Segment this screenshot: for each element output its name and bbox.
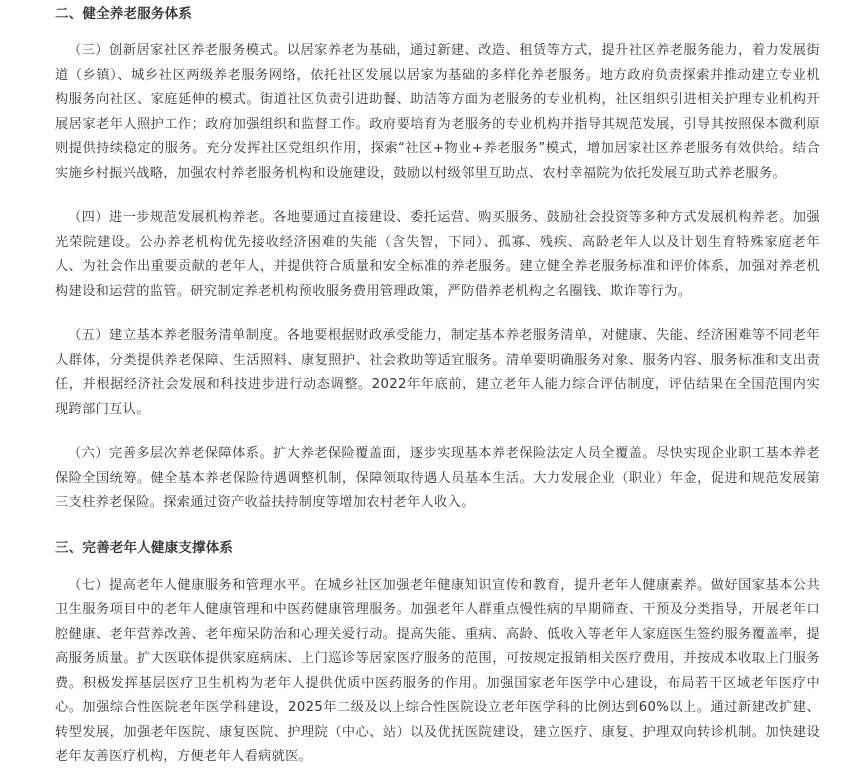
paragraph-item-5: （五）建立基本养老服务清单制度。各地要根据财政承受能力，制定基本养老服务清单，对健康、失能、经济困难等不同老年人群体，分类提供养老保障、生活照料、康复照护、社会救助等适宜服务。清单要明确服务对象、服务内容、服务标准和支出责任，并根据经济社会发展和科技进步进行动态调整。2022年年底前，建立老年人能力综合评估制度，评估结果在全国范围内实现跨部门互认。 xyxy=(55,328,820,417)
paragraph-item-6: （六）完善多层次养老保障体系。扩大养老保险覆盖面，逐步实现基本养老保险法定人员全覆盖。尽快实现企业职工基本养老保险全国统筹。健全基本养老保险待遇调整机制，保障领取待遇人员基本生活。大力发展企业（职业）年金，促进和规范发展第三支柱养老保险。探索通过资产收益扶持制度等增加农村老年人收入。 xyxy=(55,446,820,510)
section-heading-elderly-service-system: 二、健全养老服务体系 xyxy=(55,6,192,22)
section-heading-health-support-system: 三、完善老年人健康支撑体系 xyxy=(55,539,234,556)
paragraph-item-3: （三）创新居家社区养老服务模式。以居家养老为基础，通过新建、改造、租赁等方式，提升社区养老服务能力，着力发展街道（乡镇）、城乡社区两级养老服务网络，依托社区发展以居家为基础的多样化养老服务。地方政府负责探索并推动建立专业机构服务向社区、家庭延伸的模式。街道社区负责引进助餐、助洁等方面为老服务的专业机构，社区组织引进相关护理专业机构开展居家老年人照护工作；政府加强组织和监督工作。政府要培育为老服务的专业机构并指导其规范发展，引导其按照保本微利原则提供持续稳定的服务。充分发挥社区党组织作用，探索“社区+物业+养老服务”模式，增加居家社区养老服务有效供给。结合实施乡村振兴战略，加强农村养老服务机构和设施建设，鼓励以村级邻里互助点、农村幸福院为依托发展互助式养老服务。 xyxy=(55,43,820,181)
paragraph-item-7: （七）提高老年人健康服务和管理水平。在城乡社区加强老年健康知识宣传和教育，提升老年人健康素养。做好国家基本公共卫生服务项目中的老年人健康管理和中医药健康管理服务。加强老年人群重点慢性病的早期筛查、干预及分类指导，开展老年口腔健康、老年营养改善、老年痴呆防治和心理关爱行动。提高失能、重病、高龄、低收入等老年人家庭医生签约服务覆盖率，提高服务质量。扩大医联体提供家庭病床、上门巡诊等居家医疗服务的范围，可按规定报销相关医疗费用，并按成本收取上门服务费。积极发挥基层医疗卫生机构为老年人提供优质中医药服务的作用。加强国家老年医学中心建设，布局若干区域老年医疗中心。加强综合性医院老年医学科建设，2025年二级及以上综合性医院设立老年医学科的比例达到60%以上。通过新建改扩建、转型发展，加强老年医院、康复医院、护理院（中心、站）以及优抚医院建设，建立医疗、康复、护理双向转诊机制。加快建设老年友善医疗机构，方便老年人看病就医。 xyxy=(55,577,820,764)
paragraph-item-4: （四）进一步规范发展机构养老。各地要通过直接建设、委托运营、购买服务、鼓励社会投资等多种方式发展机构养老。加强光荣院建设。公办养老机构优先接收经济困难的失能（含失智，下同）、孤寡、残疾、高龄老年人以及计划生育特殊家庭老年人、为社会作出重要贡献的老年人，并提供符合质量和安全标准的养老服务。建立健全养老服务标准和评价体系，加强对养老机构建设和运营的监管。研究制定养老机构预收服务费用管理政策，严防借养老机构之名圈钱、欺诈等行为。 xyxy=(55,210,820,299)
